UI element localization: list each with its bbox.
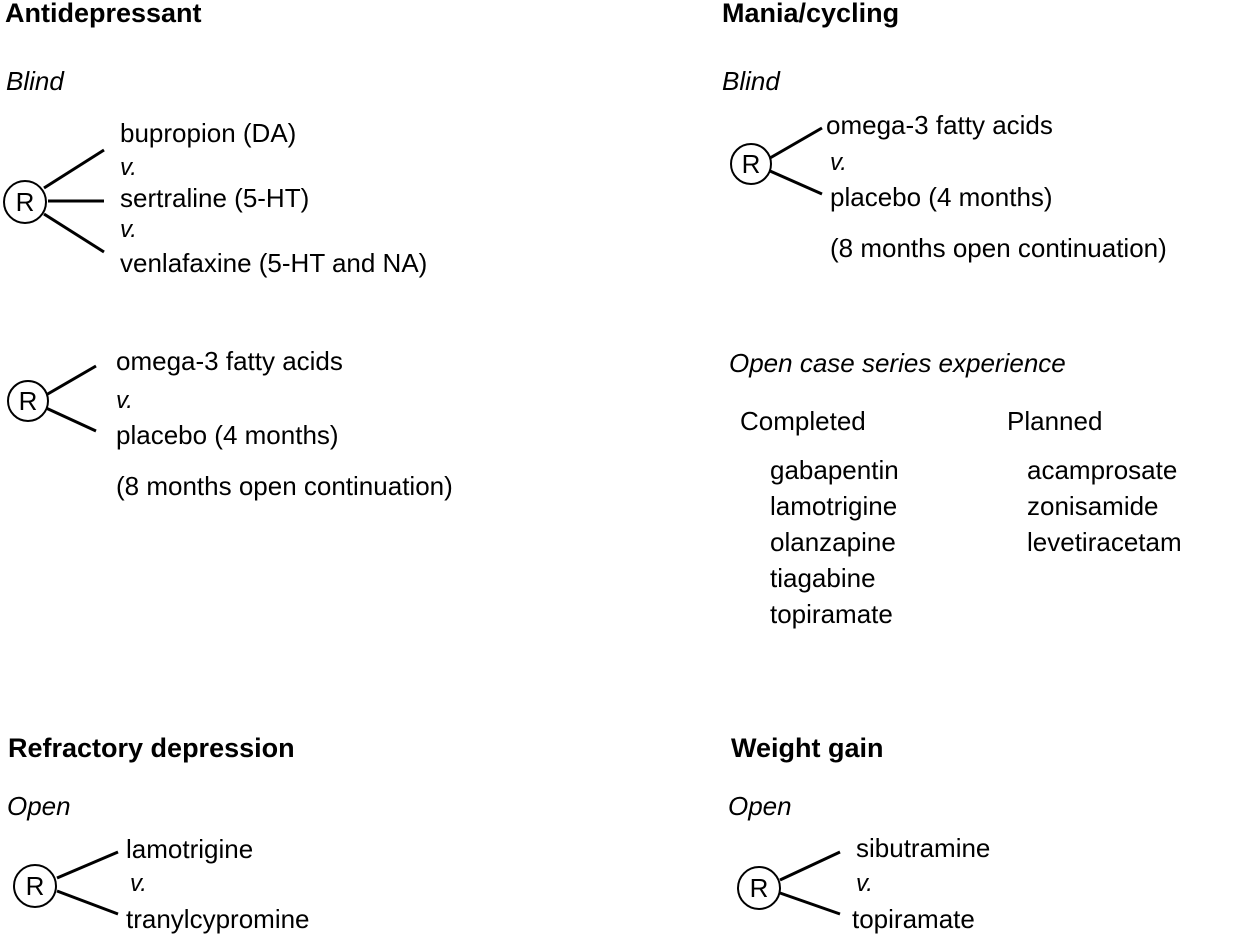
- trial-note: (8 months open continuation): [830, 233, 1167, 263]
- branch-line: [57, 852, 118, 878]
- versus-label: v.: [120, 154, 137, 181]
- versus-label: v.: [830, 149, 847, 176]
- branch-line: [770, 171, 822, 194]
- refractory-open-label: Open: [7, 791, 71, 821]
- versus-label: v.: [130, 870, 147, 897]
- versus-label: v.: [116, 387, 133, 414]
- antidepressant-blind-label: Blind: [6, 66, 64, 96]
- mania-title: Mania/cycling: [722, 0, 900, 28]
- weight-title: Weight gain: [731, 733, 884, 763]
- branch-line: [770, 128, 822, 158]
- branch-line: [57, 891, 118, 914]
- randomization-circle: R: [13, 864, 57, 908]
- trial-arm: lamotrigine: [126, 834, 254, 864]
- versus-label: v.: [856, 870, 873, 897]
- trial-arm: venlafaxine (5-HT and NA): [120, 248, 428, 278]
- branch-line: [780, 852, 840, 880]
- trial-arm: tranylcypromine: [126, 904, 310, 934]
- trial-arm: placebo (4 months): [830, 182, 1053, 212]
- randomization-circle: R: [3, 180, 47, 224]
- trial-arm: placebo (4 months): [116, 420, 339, 450]
- trial-note: (8 months open continuation): [116, 471, 453, 501]
- mania-blind-label: Blind: [722, 66, 780, 96]
- trial-arm: topiramate: [852, 904, 975, 934]
- randomization-circle: R: [7, 380, 49, 422]
- list-item: tiagabine: [770, 563, 876, 593]
- planned-list: [1027, 452, 1182, 560]
- list-item: acamprosate: [1027, 455, 1178, 485]
- trial-arm: sertraline (5-HT): [120, 183, 310, 213]
- trial-arm: sibutramine: [856, 833, 991, 863]
- trial-arm: omega-3 fatty acids: [116, 346, 343, 376]
- trial-arm: omega-3 fatty acids: [826, 110, 1053, 140]
- randomization-circle: R: [737, 866, 781, 910]
- branch-line: [44, 214, 104, 252]
- versus-label: v.: [120, 216, 137, 243]
- antidepressant-title: Antidepressant: [5, 0, 202, 28]
- list-item: lamotrigine: [770, 491, 898, 521]
- refractory-title: Refractory depression: [8, 733, 295, 763]
- list-item: zonisamide: [1027, 491, 1159, 521]
- trial-arm: bupropion (DA): [120, 118, 297, 148]
- open-case-series-label: Open case series experience: [729, 348, 1066, 378]
- completed-heading: Completed: [740, 406, 866, 436]
- branch-line: [46, 366, 96, 395]
- list-item: gabapentin: [770, 455, 899, 485]
- branch-line: [46, 408, 96, 431]
- randomization-circle: R: [730, 143, 772, 185]
- list-item: topiramate: [770, 599, 893, 629]
- planned-heading: Planned: [1007, 406, 1103, 436]
- branch-line: [780, 893, 840, 914]
- branch-line: [44, 150, 104, 188]
- weight-open-label: Open: [728, 791, 792, 821]
- list-item: olanzapine: [770, 527, 896, 557]
- completed-list: [770, 452, 899, 632]
- list-item: levetiracetam: [1027, 527, 1182, 557]
